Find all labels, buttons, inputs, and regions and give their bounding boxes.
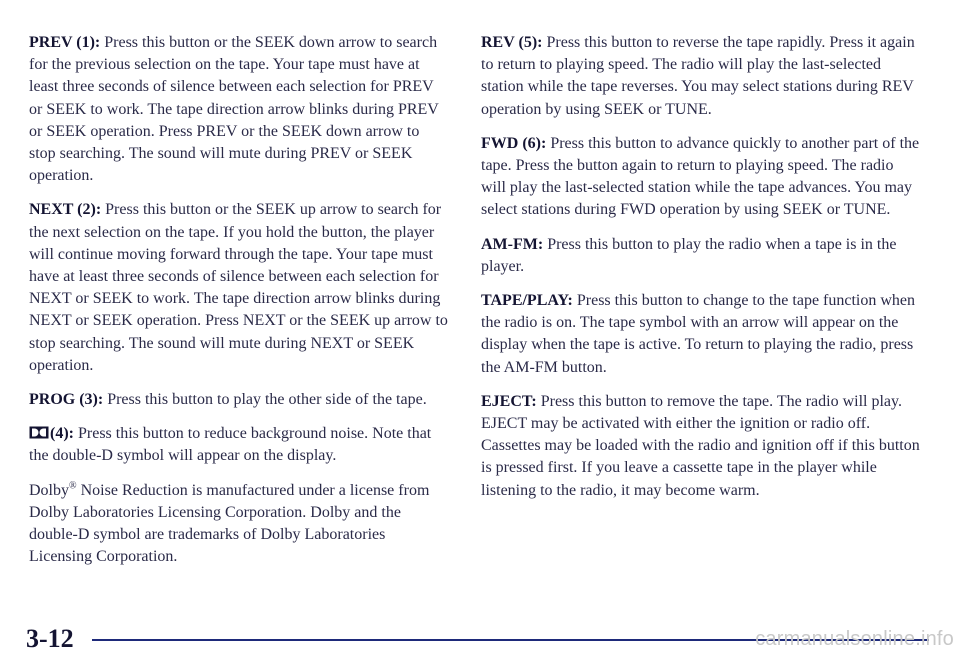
registered-mark: ® — [69, 480, 77, 492]
dolby-button-term: (4): — [50, 425, 74, 443]
dolby-button-entry — [29, 423, 449, 467]
fwd-entry — [481, 133, 921, 222]
eject-text: Press this button to remove the tape. The radio will play. EJECT may be activated with either the ignition or radio off. Cassettes may be loaded with the radio and ignition off if this button is pressed first. If you leave a cassette tape in the player while listening to the radio, it may become warm. — [481, 392, 920, 499]
prog-term: PROG (3): — [29, 391, 104, 409]
next-entry — [29, 199, 449, 377]
prev-term: PREV (1): — [29, 34, 101, 51]
left-column — [29, 32, 449, 580]
next-text: Press this button or the SEEK up arrow to search for the next selection on the tape. If you hold the button, the player will continue moving forward through the tape. Your tape must have at least three seconds of silence between each selection for NEXT or SEEK to work. The tape direction arrow blinks during NEXT or SEEK operation. Press NEXT or the SEEK up arrow to stop searching. The sound will mute during NEXT or SEEK operation. — [29, 201, 448, 374]
tape-play-term: TAPE/PLAY: — [481, 292, 573, 310]
dolby-button-text: Press this button to reduce background noise. Note that the double-D symbol will appear on the display. — [29, 425, 432, 465]
page-number: 3-12 — [26, 624, 74, 653]
rev-term: REV (5): — [481, 34, 543, 51]
dolby-license-text: Noise Reduction is manufactured under a license from Dolby Laboratories Licensing Corporation. Dolby and the double-D symbol are trademarks of Dolby Laboratories Licensing Corporation. — [29, 481, 430, 566]
prog-entry — [29, 389, 449, 411]
am-fm-term: AM-FM: — [481, 235, 544, 253]
watermark: carmanualsonline.info — [755, 628, 954, 650]
fwd-term: FWD (6): — [481, 134, 547, 152]
eject-term: EJECT: — [481, 392, 537, 410]
dolby-license-entry — [29, 480, 449, 569]
rev-text: Press this button to reverse the tape rapidly. Press it again to return to playing speed. The radio will play the last-selected station while the tape reverses. You may select stations during REV operation by using SEEK or TUNE. — [481, 34, 915, 118]
prev-entry — [29, 32, 449, 187]
dolby-word: Dolby — [29, 481, 69, 499]
right-column — [481, 32, 921, 514]
tape-play-entry — [481, 290, 921, 379]
am-fm-text: Press this button to play the radio when a tape is in the player. — [481, 235, 897, 275]
next-term: NEXT (2): — [29, 201, 102, 219]
prog-text: Press this button to play the other side of the tape. — [103, 391, 427, 409]
rev-entry — [481, 32, 921, 121]
am-fm-entry — [481, 234, 921, 278]
eject-entry — [481, 391, 921, 502]
tape-play-text: Press this button to change to the tape function when the radio is on. The tape symbol with an arrow will appear on the display when the tape is active. To return to playing the radio, press the AM-FM button. — [481, 292, 916, 376]
double-d-icon — [29, 426, 49, 439]
prev-text: Press this button or the SEEK down arrow to search for the previous selection on the tape. Your tape must have at least three seconds of silence between each selection for PREV or SEEK to work. The tape direction arrow blinks during PREV or SEEK operation. Press PREV or the SEEK down arrow to stop searching. The sound will mute during PREV or SEEK operation. — [29, 34, 439, 185]
fwd-text: Press this button to advance quickly to another part of the tape. Press the button again to return to playing speed. The radio will play the last-selected station while the tape advances. You may select stations during FWD operation by using SEEK or TUNE. — [481, 134, 920, 219]
